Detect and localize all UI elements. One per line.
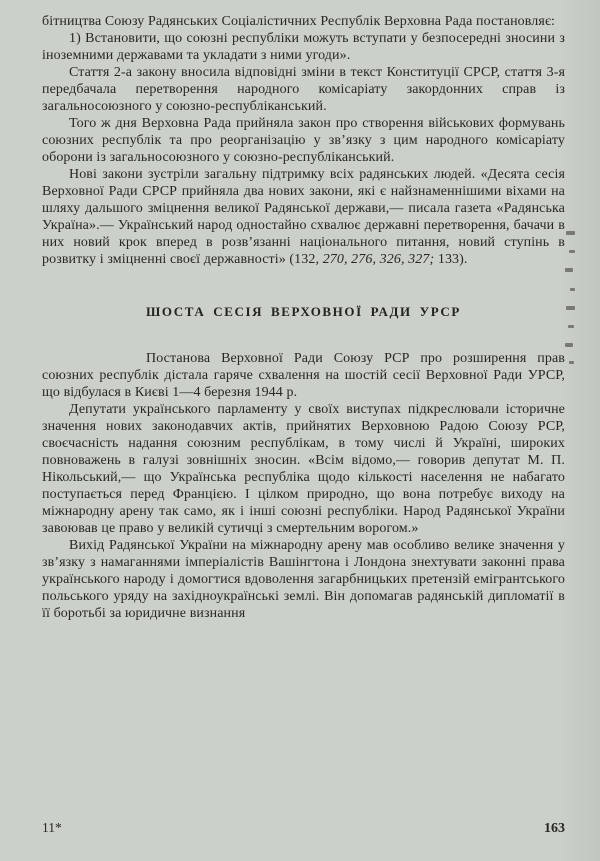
paragraph-with-citation [42,166,565,268]
paragraph: Того ж дня Верховна Рада прийняла закон про створення військових формувань союзних республік та про реорганізацію у зв’язку з цим народного комісаріату оборони із загальносоюзного у союзно-республіканський. [42,116,565,165]
text-column [42,13,565,622]
scan-artifact [569,361,574,364]
citation-text: Нові закони зустріли загальну підтримку всіх радянських людей. «Десята сесія Верховної Ради СРСР прийняла два нових закони, які є найзнаменнішими віхами на шляху дальшого зміцнення великої Радянської держави,— писала газета «Радянська Україна».— Український народ одностайно схвалює державні перетворення, бачачи в них новий крок вперед в розв’язанні національного питання, новий ступінь в розвитку і зміцненні своєї державності» (132, [42,167,565,267]
scan-artifact [570,288,575,291]
scan-artifact [568,325,574,328]
scan-artifact [565,268,573,272]
section-opening-paragraph: Постанова Верховної Ради Союзу РСР про розширення прав союзних республік дістала гаряче схвалення на шостій сесії Верховної Ради УРСР, що відбулася в Києві 1—4 березня 1944 р. [42,351,565,400]
signature-mark: 11* [42,820,62,835]
paragraph: 1) Встановити, що союзні республіки можуть вступати у безпосередні зносини з іноземними державами та укладати з ними угоди». [42,31,565,63]
scan-artifact [569,250,575,253]
paragraph: Вихід Радянської України на міжнародну арену мав особливо велике значення у зв’язку з намаганнями імперіалістів Вашінгтона і Лондона знехтувати законні права українського народу і домогтися вдоволення загарбницьких претензій емігрантського польського уряду на західноукраїнські землі. Він допомагав радянській дипломатії в її боротьбі за юридичне визнання [42,538,565,621]
scan-artifact [566,231,575,235]
page-number: 163 [544,821,565,836]
paragraph: Депутати українського парламенту у своїх виступах підкреслювали історичне значення нових законодавчих актів, прийнятих Верховною Радою Союзу РСР, своєчасність надання союзним республікам, в тому числі й Україні, широких повноважень в галузі зовнішніх зносин. «Всім відомо,— говорив депутат М. П. Нікольський,— що Українська республіка щодо кількості населення не набагато поступається перед Францією. І цілком природно, що вона потребує виходу на міжнародну арену так само, як і інші союзні республіки. Народ Радянської України завоював це право у великій сутичці з смертельним ворогом.» [42,402,565,536]
paragraph: Стаття 2-а закону вносила відповідні зміни в текст Конституції СРСР, стаття 3-я передбачала перетворення народного комісаріату закордонних справ із загальносоюзного у союзно-республіканський. [42,65,565,114]
scan-artifact [566,306,575,310]
scan-artifact [565,343,573,347]
citation-italic-numbers: 270, 276, 326, 327; [322,252,435,267]
page-footer [42,820,565,837]
section-heading: ШОСТА СЕСІЯ ВЕРХОВНОЇ РАДИ УРСР [146,304,461,319]
citation-tail: 133). [434,252,468,267]
paragraph-continuation: бітництва Союзу Радянських Соціалістичних Республік Верховна Рада постановляє: [42,14,556,29]
